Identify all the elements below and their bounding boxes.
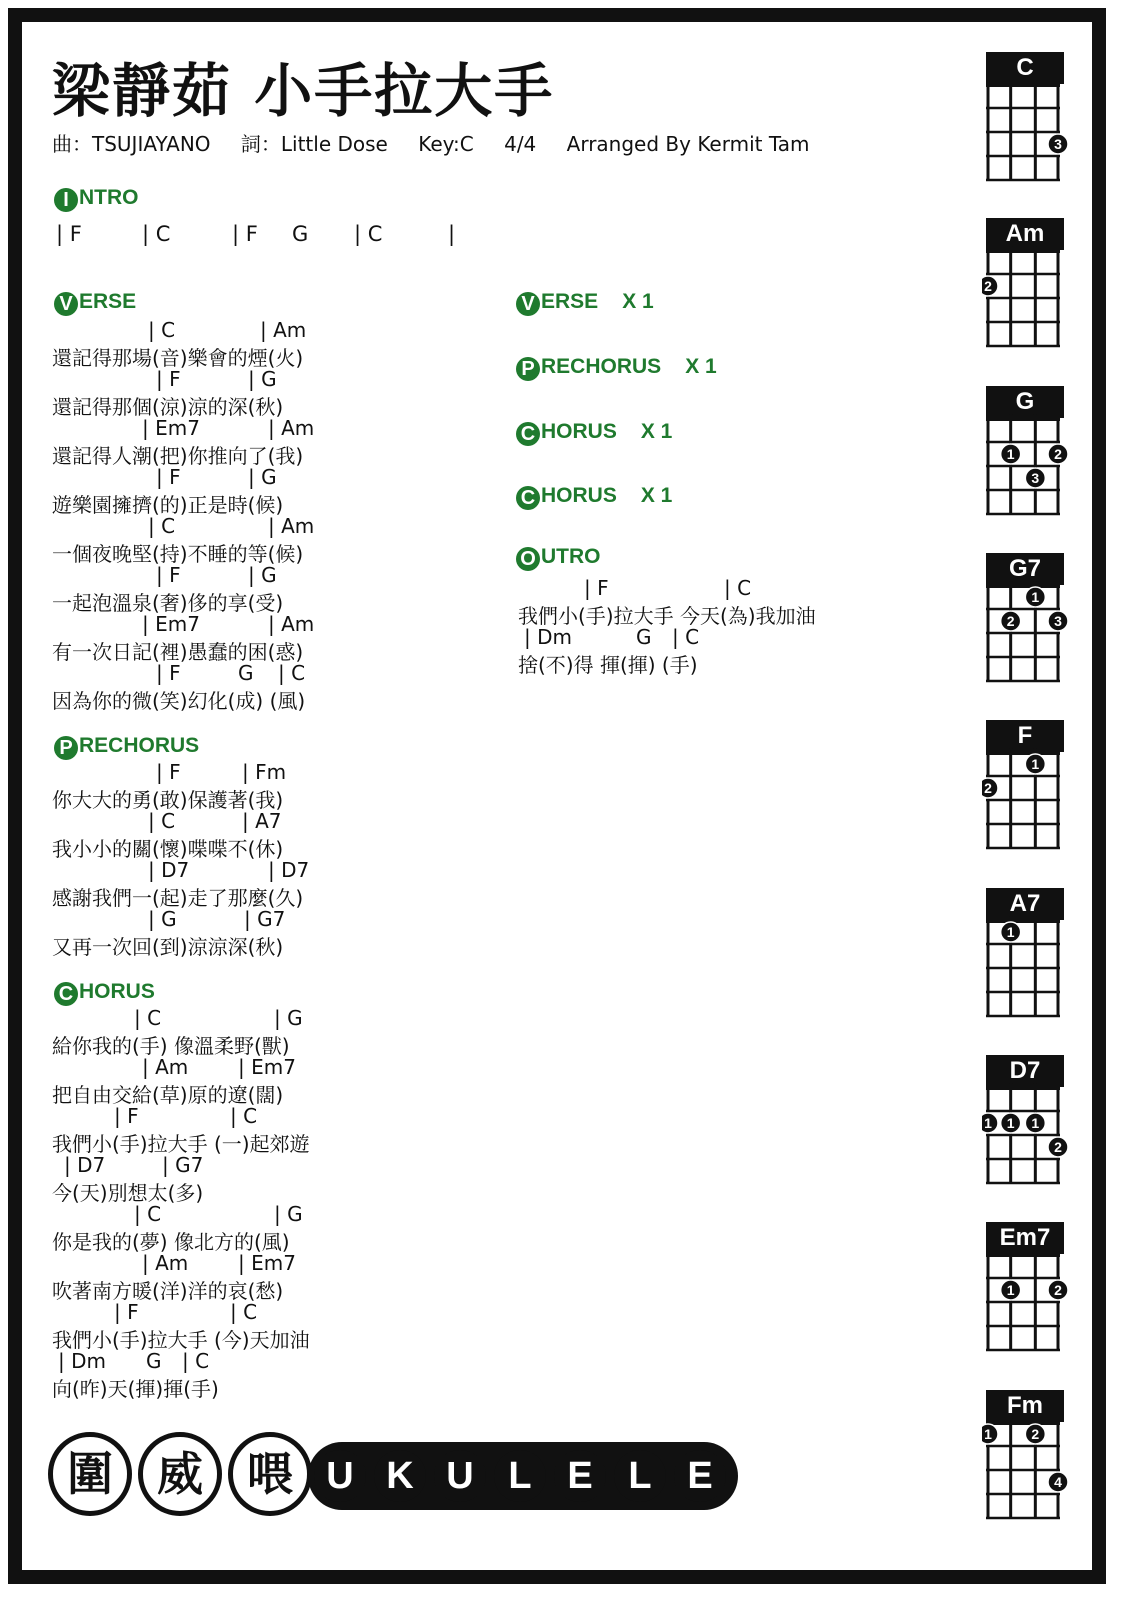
logo-char: 喂 xyxy=(228,1432,312,1516)
finger-number: 2 xyxy=(984,780,992,796)
logo-letter: U xyxy=(314,1450,366,1502)
finger-number: 1 xyxy=(1006,1115,1015,1131)
chord-symbol: | F xyxy=(156,661,181,685)
lyric-line: 我們小(手)拉大手 今天(為)我加油 xyxy=(518,604,816,628)
lyric-line: 今(天)別想太(多) xyxy=(52,1181,204,1205)
finger-number: 3 xyxy=(1031,470,1040,486)
finger-number: 1 xyxy=(984,1115,992,1131)
chord-symbol: | Em7 xyxy=(142,612,200,636)
finger-number: 2 xyxy=(1006,613,1015,629)
chord-diagram-g7 xyxy=(986,553,1064,688)
chord-diagram-name: G7 xyxy=(986,553,1064,585)
chord-symbol: | C xyxy=(230,1104,258,1128)
chord-diagram-d7 xyxy=(986,1055,1064,1190)
chord-diagram-g xyxy=(986,386,1064,521)
chord-symbol: | G xyxy=(148,907,177,931)
lyric-line: 我們小(手)拉大手 (一)起郊遊 xyxy=(52,1132,310,1156)
chord-symbol: | G xyxy=(248,465,277,489)
chord-diagram-c xyxy=(986,52,1064,187)
chord-symbol: | F xyxy=(584,576,609,600)
chord-symbol: | A7 xyxy=(242,809,282,833)
lyric-line: 一個夜晚堅(持)不睡的等(候) xyxy=(52,542,304,566)
lyric-line: 又再一次回(到)涼涼深(秋) xyxy=(52,935,284,959)
lyric-line: 還記得那場(音)樂會的煙(火) xyxy=(52,346,304,370)
fretboard-grid xyxy=(982,916,1068,1026)
lyric-line: 你大大的勇(敢)保護著(我) xyxy=(52,788,284,812)
fretboard-grid xyxy=(982,748,1068,858)
logo-letter: E xyxy=(554,1450,606,1502)
chord-symbol: | G7 xyxy=(162,1153,204,1177)
repeat-chorus: C HORUS X 1 xyxy=(516,484,672,510)
repeat-chorus: C HORUS X 1 xyxy=(516,420,672,446)
lyric-line: 捨(不)得 揮(揮) (手) xyxy=(518,653,698,677)
chord-diagram-name: G xyxy=(986,386,1064,418)
intro-heading: I NTRO xyxy=(54,186,139,212)
finger-number: 1 xyxy=(1031,756,1040,772)
chord-symbol: | Em7 xyxy=(238,1055,296,1079)
intro-chord: | F xyxy=(232,222,258,246)
chord-symbol: | Am xyxy=(142,1251,189,1275)
key-label: Key:C xyxy=(418,132,474,156)
chord-symbol: | F xyxy=(114,1300,139,1324)
lyric-line: 你是我的(夢) 像北方的(風) xyxy=(52,1230,290,1254)
lyric-line: 我們小(手)拉大手 (今)天加油 xyxy=(52,1328,310,1352)
finger-number: 1 xyxy=(1031,589,1040,605)
lyric-line: 一起泡溫泉(奢)侈的享(受) xyxy=(52,591,284,615)
lyric-line: 給你我的(手) 像溫柔野(獸) xyxy=(52,1034,290,1058)
chord-symbol: | Am xyxy=(268,612,315,636)
song-credits xyxy=(52,128,834,157)
chord-symbol: | D7 xyxy=(268,858,310,882)
chord-symbol: | D7 xyxy=(148,858,190,882)
finger-number: 1 xyxy=(984,1426,992,1442)
intro-chord: | C xyxy=(142,222,171,246)
chord-symbol: | F xyxy=(114,1104,139,1128)
logo-letter: U xyxy=(434,1450,486,1502)
outro-heading: O UTRO xyxy=(516,545,601,571)
intro-chord: | F xyxy=(56,222,82,246)
chord-diagram-name: F xyxy=(986,720,1064,752)
chord-symbol: | C xyxy=(134,1202,162,1226)
logo-char: 威 xyxy=(138,1432,222,1516)
lyric-line: 遊樂園擁擠(的)正是時(候) xyxy=(52,493,284,517)
chord-symbol: | C xyxy=(134,1006,162,1030)
chord-symbol: | C xyxy=(148,318,176,342)
chord-symbol: | G xyxy=(248,563,277,587)
chord-diagram-name: D7 xyxy=(986,1055,1064,1087)
chord-symbol: | Am xyxy=(142,1055,189,1079)
finger-number: 2 xyxy=(984,278,992,294)
lyric-line: 我小小的關(懷)喋喋不(休) xyxy=(52,837,284,861)
finger-number: 3 xyxy=(1054,613,1062,629)
chord-symbol: | Dm xyxy=(58,1349,106,1373)
chord-symbol: | F xyxy=(156,367,181,391)
lyric-line: 感謝我們一(起)走了那麼(久) xyxy=(52,886,304,910)
chord-symbol: | G xyxy=(274,1006,303,1030)
chord-symbol: | C xyxy=(672,625,700,649)
chorus-heading: C HORUS xyxy=(54,980,155,1006)
finger-number: 2 xyxy=(1054,1282,1062,1298)
chord-symbol: | Fm xyxy=(242,760,287,784)
chord-diagram-name: Am xyxy=(986,218,1064,250)
chord-symbol: | D7 xyxy=(64,1153,106,1177)
fretboard-grid xyxy=(982,1418,1068,1528)
prechorus-heading: P RECHORUS xyxy=(54,734,199,760)
music-credit: 曲：TSUJIAYANO xyxy=(52,132,211,156)
chord-symbol: G xyxy=(636,625,652,649)
chord-symbol: | C xyxy=(182,1349,210,1373)
finger-number: 1 xyxy=(1031,1115,1040,1131)
intro-chord: | C xyxy=(354,222,383,246)
time-signature: 4/4 xyxy=(504,132,537,156)
chord-diagram-fm xyxy=(986,1390,1064,1525)
chord-symbol: G xyxy=(238,661,254,685)
chord-symbol: | C xyxy=(724,576,752,600)
chord-symbol: | G xyxy=(274,1202,303,1226)
lyric-line: 還記得那個(涼)涼的深(秋) xyxy=(52,395,284,419)
lyric-line: 還記得人潮(把)你推向了(我) xyxy=(52,444,304,468)
chord-symbol: | Em7 xyxy=(142,416,200,440)
chord-symbol: | C xyxy=(148,809,176,833)
chord-symbol: | F xyxy=(156,760,181,784)
fretboard-grid xyxy=(982,414,1068,524)
lyric-line: 有一次日記(裡)愚蠢的困(惑) xyxy=(52,640,304,664)
lyrics-credit: 詞：Little Dose xyxy=(240,132,388,156)
chord-diagram-f xyxy=(986,720,1064,855)
chord-diagram-name: Fm xyxy=(986,1390,1064,1422)
intro-chord: G xyxy=(292,222,309,246)
lyric-line: 因為你的微(笑)幻化(成) (風) xyxy=(52,689,306,713)
fretboard-grid xyxy=(982,246,1068,356)
fretboard-grid xyxy=(982,581,1068,691)
lyric-line: 吹著南方暖(洋)洋的哀(愁) xyxy=(52,1279,284,1303)
finger-number: 4 xyxy=(1054,1474,1062,1490)
chord-symbol: | Em7 xyxy=(238,1251,296,1275)
chord-diagram-a7 xyxy=(986,888,1064,1023)
arranger-credit: Arranged By Kermit Tam xyxy=(566,132,810,156)
chord-symbol: | F xyxy=(156,465,181,489)
chord-diagram-name: A7 xyxy=(986,888,1064,920)
logo-letter: L xyxy=(614,1450,666,1502)
lyric-line: 把自由交給(草)原的遼(闊) xyxy=(52,1083,284,1107)
fretboard-grid xyxy=(982,80,1068,190)
logo-ukulele-bar xyxy=(308,1442,738,1510)
verse-heading: V ERSE xyxy=(54,290,136,316)
chord-symbol: | F xyxy=(156,563,181,587)
chord-diagram-name: C xyxy=(986,52,1064,84)
finger-number: 2 xyxy=(1054,1139,1062,1155)
chord-symbol: | Am xyxy=(268,514,315,538)
intro-chord: | xyxy=(448,222,456,246)
fretboard-grid xyxy=(982,1083,1068,1193)
chord-symbol: G xyxy=(146,1349,162,1373)
finger-number: 3 xyxy=(1054,136,1062,152)
logo-letter: E xyxy=(674,1450,726,1502)
lyric-line: 向(昨)天(揮)揮(手) xyxy=(52,1377,219,1401)
finger-number: 1 xyxy=(1006,924,1015,940)
song-title: 梁靜茹 小手拉大手 xyxy=(52,57,555,125)
chord-symbol: | Am xyxy=(260,318,307,342)
chord-diagram-name: Em7 xyxy=(986,1222,1064,1254)
finger-number: 1 xyxy=(1006,1282,1015,1298)
chord-symbol: | G7 xyxy=(244,907,286,931)
repeat-verse: V ERSE X 1 xyxy=(516,290,654,316)
logo-letter: K xyxy=(374,1450,426,1502)
chord-symbol: | C xyxy=(278,661,306,685)
chord-symbol: | C xyxy=(148,514,176,538)
repeat-prechorus: P RECHORUS X 1 xyxy=(516,355,717,381)
finger-number: 1 xyxy=(1006,446,1015,462)
chord-diagram-em7 xyxy=(986,1222,1064,1357)
fretboard-grid xyxy=(982,1250,1068,1360)
chord-symbol: | G xyxy=(248,367,277,391)
chord-symbol: | C xyxy=(230,1300,258,1324)
finger-number: 2 xyxy=(1031,1426,1040,1442)
chord-diagram-am xyxy=(986,218,1064,353)
logo-char: 圍 xyxy=(48,1432,132,1516)
logo-letter: L xyxy=(494,1450,546,1502)
chord-symbol: | Dm xyxy=(524,625,572,649)
finger-number: 2 xyxy=(1054,446,1062,462)
chord-symbol: | Am xyxy=(268,416,315,440)
